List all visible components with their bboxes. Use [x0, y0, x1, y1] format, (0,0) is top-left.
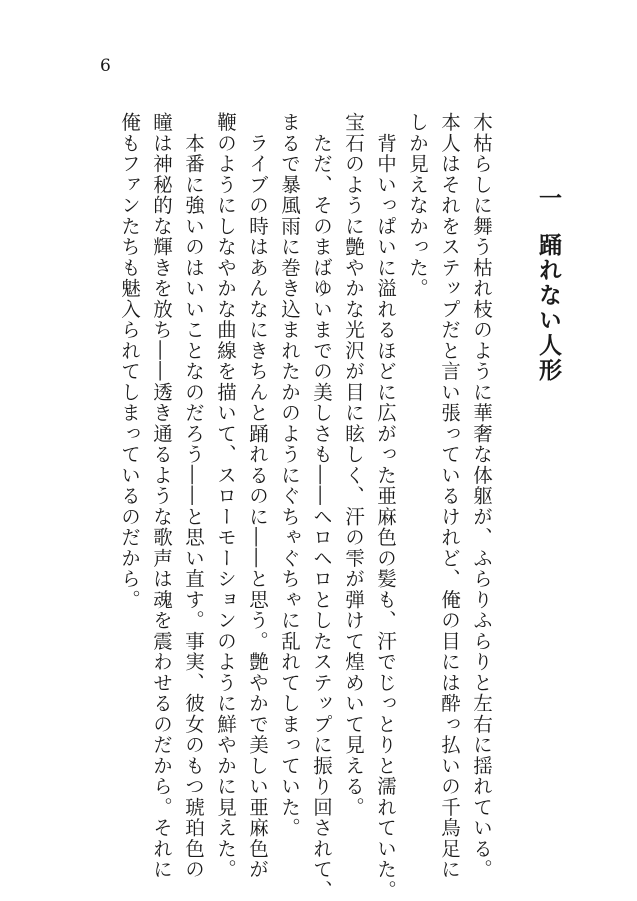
text-line: まるで暴風雨に巻き込まれたかのようにぐちゃぐちゃに乱れてしまっていた。 — [278, 112, 301, 839]
text-line: ただ、そのまばゆいまでの美しさも――ヘロヘロとしたステップに振り回されて、 — [310, 112, 333, 901]
page-number: 6 — [100, 56, 111, 76]
text-line: 俺もファンたちも魅入られてしまっているのだから。 — [118, 112, 141, 610]
text-line: 背中いっぱいに溢れるほどに広がった亜麻色の髪も、汗でじっとりと濡れていた。 — [374, 112, 397, 901]
chapter-title: 踊れない人形 — [535, 233, 561, 383]
chapter-number: 一 — [535, 186, 561, 211]
text-line: 本人はそれをステップだと言い張っているけれど、俺の目には酔っ払いの千鳥足に — [438, 112, 461, 880]
text-line: しか見えなかった。 — [406, 112, 429, 299]
body-text — [113, 112, 497, 901]
text-line: 宝石のように艶やかな光沢が目に眩しく、汗の雫が弾けて煌めいて見える。 — [342, 112, 365, 818]
text-line: 瞳は神秘的な輝きを放ち――透き通るような歌声は魂を震わせるのだから。それに — [150, 112, 173, 880]
text-line: 鞭のようにしなやかな曲線を描いて、スローモーションのように鮮やかに見えた。 — [214, 112, 237, 880]
text-line: 木枯らしに舞う枯れ枝のように華奢な体躯が、ふらりふらりと左右に揺れている。 — [470, 112, 493, 880]
chapter-heading — [536, 186, 559, 383]
text-line: ライブの時はあんなにきちんと踊れるのに――と思う。艶やかで美しい亜麻色が — [246, 112, 269, 880]
text-line: 本番に強いのはいいことなのだろう――と思い直す。事実、彼女のもつ琥珀色の — [182, 112, 205, 880]
